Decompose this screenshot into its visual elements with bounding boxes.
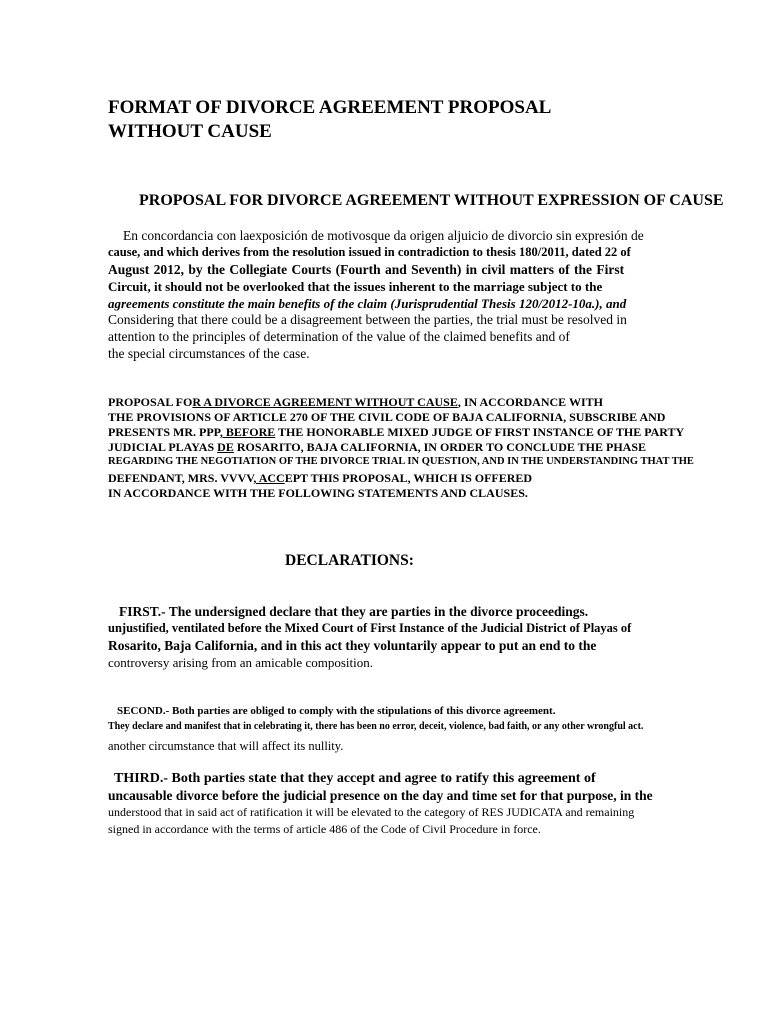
intro-line-8: the special circumstances of the case.: [108, 346, 310, 361]
proposal-line-3-a: PRESENTS MR. PPP: [108, 425, 220, 439]
first-line-1: FIRST.- The undersigned declare that they are parties in the divorce proceedings.: [119, 604, 589, 619]
proposal-line-6-a: DEFENDANT, MRS. VVVV: [108, 471, 254, 485]
document-title-line-2: WITHOUT CAUSE: [108, 121, 272, 142]
intro-line-5: agreements constitute the main benefits of the claim (Jurisprudential Thesis 120/2012-10a.), and: [108, 296, 627, 311]
proposal-line-1-b: R A DIVORCE AGREEMENT WITHOUT CAUSE: [192, 395, 458, 409]
proposal-line-6-c: EPT THIS PROPOSAL, WHICH IS OFFERED: [284, 471, 533, 485]
proposal-line-3-b: , BEFORE: [219, 425, 276, 439]
document-title-line-1: FORMAT OF DIVORCE AGREEMENT PROPOSAL: [108, 97, 552, 118]
proposal-line-3: [108, 426, 684, 438]
intro-line-7: attention to the principles of determination of the value of the claimed benefits and of: [108, 329, 570, 344]
third-line-4: signed in accordance with the terms of article 486 of the Code of Civil Procedure in force.: [108, 822, 541, 836]
intro-line-2: cause, and which derives from the resolution issued in contradiction to thesis 180/2011, dated 22 of: [108, 245, 631, 259]
intro-line-1: En concordancia con laexposición de motivosque da origen aljuicio de divorcio sin expresión de: [123, 228, 644, 243]
proposal-line-4-a: JUDICIAL PLAYAS: [108, 440, 218, 454]
proposal-line-1: [108, 396, 603, 408]
proposal-line-6: [108, 472, 532, 484]
third-line-1: THIRD.- Both parties state that they accept and agree to ratify this agreement of: [114, 771, 596, 786]
document-subtitle: PROPOSAL FOR DIVORCE AGREEMENT WITHOUT EXPRESSION OF CAUSE: [139, 192, 724, 209]
declarations-heading: DECLARATIONS:: [285, 552, 414, 569]
proposal-line-4-c: ROSARITO, BAJA CALIFORNIA, IN ORDER TO CONCLUDE THE PHASE: [233, 440, 647, 454]
second-line-3: another circumstance that will affect its nullity.: [108, 739, 344, 753]
proposal-line-2: THE PROVISIONS OF ARTICLE 270 OF THE CIVIL CODE OF BAJA CALIFORNIA, SUBSCRIBE AND: [108, 410, 666, 424]
proposal-line-4-b: DE: [217, 440, 234, 454]
first-line-3: Rosarito, Baja California, and in this act they voluntarily appear to put an end to the: [108, 638, 597, 653]
first-line-2: unjustified, ventilated before the Mixed Court of First Instance of the Judicial District of Playas of: [108, 621, 632, 635]
third-line-2: uncausable divorce before the judicial presence on the day and time set for that purpose, in the: [108, 788, 653, 803]
second-line-1: SECOND.- Both parties are obliged to comply with the stipulations of this divorce agreement.: [117, 705, 556, 717]
third-line-3: understood that in said act of ratification it will be elevated to the category of RES JUDICATA and remaining: [108, 805, 635, 819]
proposal-line-5: REGARDING THE NEGOTIATION OF THE DIVORCE TRIAL IN QUESTION, AND IN THE UNDERSTANDING THAT THE: [108, 456, 694, 467]
proposal-line-6-b: , ACC: [253, 471, 285, 485]
first-line-4: controversy arising from an amicable composition.: [108, 655, 373, 670]
proposal-line-1-c: , IN ACCORDANCE WITH: [457, 395, 603, 409]
proposal-line-1-a: PROPOSAL FO: [108, 395, 193, 409]
proposal-line-4: [108, 441, 646, 453]
second-line-2: They declare and manifest that in celebrating it, there has been no error, deceit, violence, bad faith, or any other wrongful act.: [108, 721, 644, 732]
intro-line-6: Considering that there could be a disagreement between the parties, the trial must be resolved in: [108, 312, 627, 327]
proposal-line-3-c: THE HONORABLE MIXED JUDGE OF FIRST INSTANCE OF THE PARTY: [275, 425, 685, 439]
intro-line-3: August 2012, by the Collegiate Courts (Fourth and Seventh) in civil matters of the First: [108, 262, 625, 277]
intro-line-4: Circuit, it should not be overlooked that the issues inherent to the marriage subject to the: [108, 279, 603, 294]
proposal-line-7: IN ACCORDANCE WITH THE FOLLOWING STATEMENTS AND CLAUSES.: [108, 486, 528, 500]
